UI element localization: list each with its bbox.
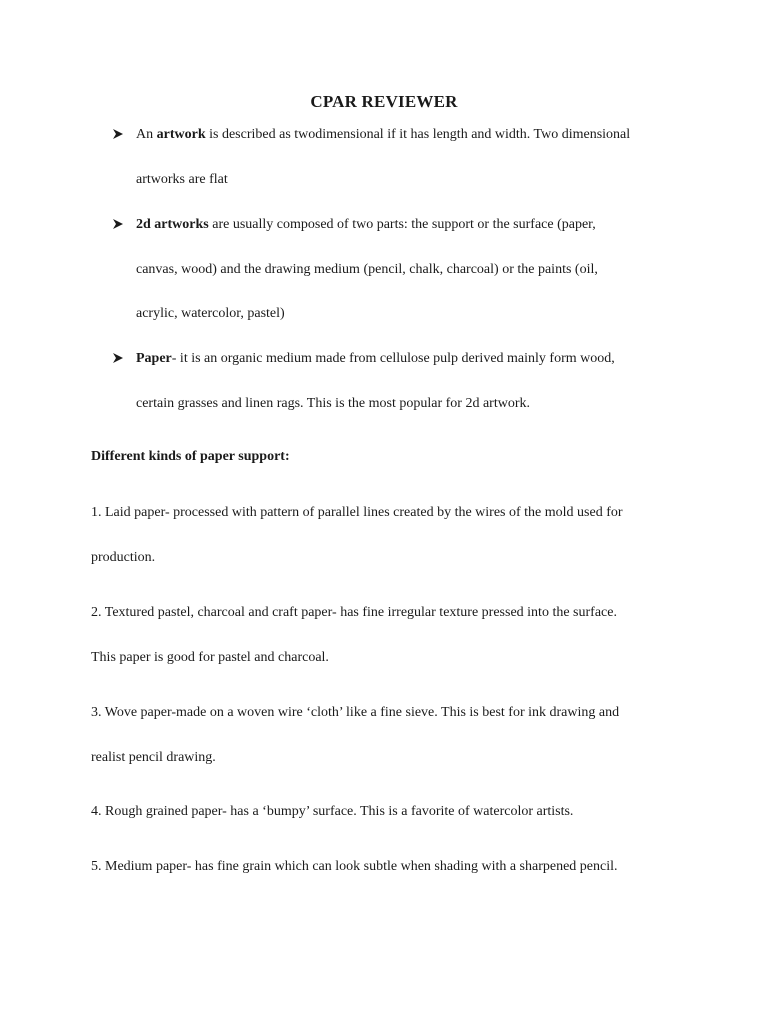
arrow-bullet-icon (112, 352, 126, 366)
list-item-2-line-1: 2. Textured pastel, charcoal and craft paper- has fine irregular texture pressed into the surface. (91, 605, 617, 620)
page-title: CPAR REVIEWER (310, 92, 458, 111)
bullet-2-line-1 (136, 216, 696, 234)
list-item-4-line-1: 4. Rough grained paper- has a ‘bumpy’ surface. This is a favorite of watercolor artists. (91, 804, 574, 819)
bullet-3-term: Paper (136, 351, 172, 366)
section-heading: Different kinds of paper support: (91, 449, 290, 464)
bullet-3-line-2: certain grasses and linen rags. This is the most popular for 2d artwork. (136, 396, 530, 411)
bullet-1-text: is described as twodimensional if it has length and width. Two dimensional (205, 127, 631, 142)
bullet-1-line-2: artworks are flat (136, 172, 228, 187)
bullet-2-line-3: acrylic, watercolor, pastel) (136, 306, 285, 321)
bullet-2-line-2: canvas, wood) and the drawing medium (pencil, chalk, charcoal) or the paints (oil, (136, 262, 598, 277)
bullet-3-line-1 (136, 350, 696, 368)
list-item-3-line-2: realist pencil drawing. (91, 750, 216, 765)
list-item-3-line-1: 3. Wove paper-made on a woven wire ‘cloth’ like a fine sieve. This is best for ink drawing and (91, 705, 620, 720)
bullet-2-text: are usually composed of two parts: the support or the surface (paper, (208, 217, 596, 232)
list-item-5-line-1: 5. Medium paper- has fine grain which can look subtle when shading with a sharpened pencil. (91, 859, 618, 874)
bullet-2-term: 2d artworks (136, 217, 209, 232)
arrow-bullet-icon (112, 128, 126, 142)
bullet-1-term: artwork (156, 127, 206, 142)
bullet-3-text: - it is an organic medium made from cellulose pulp derived mainly form wood, (171, 351, 615, 366)
bullet-1-line-1 (136, 126, 696, 144)
list-item-1-line-1: 1. Laid paper- processed with pattern of parallel lines created by the wires of the mold used for (91, 505, 623, 520)
arrow-bullet-icon (112, 218, 126, 232)
list-item-2-line-2: This paper is good for pastel and charcoal. (91, 650, 329, 665)
list-item-1-line-2: production. (91, 550, 156, 565)
bullet-1-prefix: An (136, 127, 157, 142)
